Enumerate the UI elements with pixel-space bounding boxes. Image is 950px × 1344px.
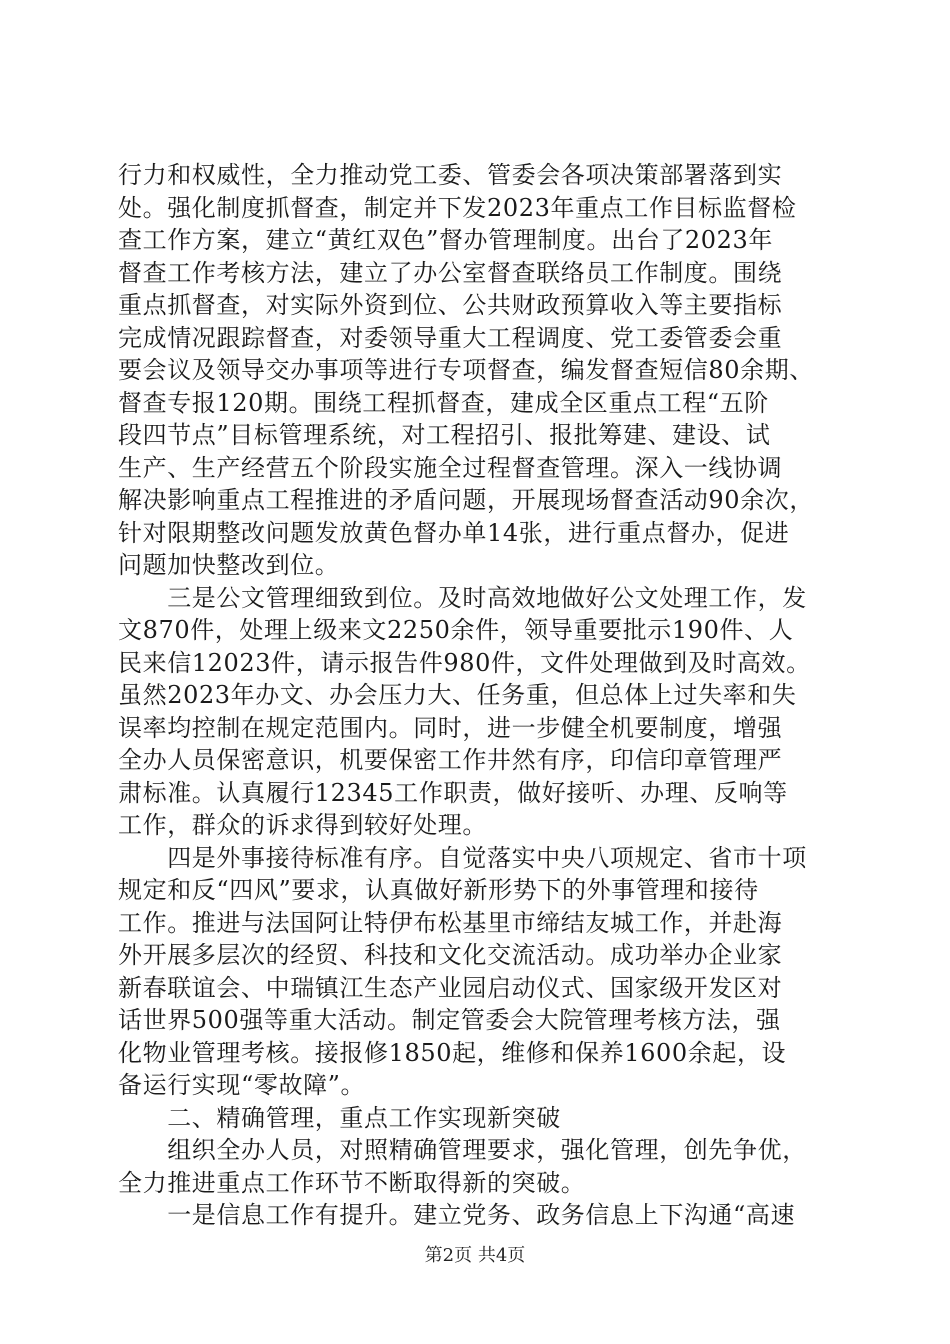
text-line: 民来信12023件，请示报告件980件，文件处理做到及时高效。 bbox=[118, 648, 811, 677]
text-line: 工作，群众的诉求得到较好处理。 bbox=[118, 811, 487, 839]
text-line: 新春联谊会、中瑞镇江生态产业园启动仪式、国家级开发区对 bbox=[118, 973, 783, 1002]
text-line: 全力推进重点工作环节不断取得新的突破。 bbox=[118, 1168, 586, 1197]
text-line: 督查工作考核方法，建立了办公室督查联络员工作制度。围绕 bbox=[118, 258, 783, 287]
text-line: 话世界500强等重大活动。制定管委会大院管理考核方法，强 bbox=[118, 1006, 781, 1034]
text-line: 工作。推进与法国阿让特伊布松基里市缔结友城工作，并赴海 bbox=[118, 908, 783, 937]
section-heading: 二、精确管理，重点工作实现新突破 bbox=[118, 1103, 561, 1132]
text-line: 误率均控制在规定范围内。同时，进一步健全机要制度，增强 bbox=[118, 713, 783, 742]
text-line: 段四节点”目标管理系统，对工程招引、报批筹建、建设、试 bbox=[118, 421, 771, 449]
text-line: 四是外事接待标准有序。自觉落实中央八项规定、省市十项 bbox=[118, 843, 807, 872]
text-line: 问题加快整改到位。 bbox=[118, 551, 340, 579]
text-line: 外开展多层次的经贸、科技和文化交流活动。成功举办企业家 bbox=[118, 941, 783, 969]
text-line: 生产、生产经营五个阶段实施全过程督查管理。深入一线协调 bbox=[118, 453, 783, 482]
text-line: 组织全办人员，对照精确管理要求，强化管理，创先争优， bbox=[118, 1136, 807, 1164]
text-line: 完成情况跟踪督查，对委领导重大工程调度、党工委管委会重 bbox=[118, 323, 783, 352]
text-line: 要会议及领导交办事项等进行专项督查，编发督查短信80余期、 bbox=[118, 356, 814, 384]
text-line: 备运行实现“零故障”。 bbox=[118, 1071, 366, 1099]
text-line: 针对限期整改问题发放黄色督办单14张，进行重点督办，促进 bbox=[118, 518, 790, 547]
text-line: 解决影响重点工程推进的矛盾问题，开展现场督查活动90余次， bbox=[118, 486, 814, 514]
text-line: 处。强化制度抓督查，制定并下发2023年重点工作目标监督检 bbox=[118, 193, 797, 222]
text-line: 规定和反“四风”要求，认真做好新形势下的外事管理和接待 bbox=[118, 876, 759, 904]
text-line: 肃标准。认真履行12345工作职责，做好接听、办理、反响等 bbox=[118, 778, 788, 807]
text-line: 行力和权威性，全力推动党工委、管委会各项决策部署落到实 bbox=[118, 161, 783, 189]
text-line: 查工作方案，建立“黄红双色”督办管理制度。出台了2023年 bbox=[118, 226, 774, 254]
text-line: 重点抓督查，对实际外资到位、公共财政预算收入等主要指标 bbox=[118, 291, 783, 319]
text-line: 文870件，处理上级来文2250余件，领导重要批示190件、人 bbox=[118, 616, 794, 644]
page-footer: 第2页 共4页 bbox=[424, 1245, 526, 1266]
text-line: 化物业管理考核。接报修1850起，维修和保养1600余起，设 bbox=[118, 1038, 787, 1067]
text-line: 全办人员保密意识，机要保密工作井然有序，印信印章管理严 bbox=[118, 746, 783, 774]
text-line: 一是信息工作有提升。建立党务、政务信息上下沟通“高速 bbox=[118, 1201, 796, 1229]
text-line: 虽然2023年办文、办会压力大、任务重，但总体上过失率和失 bbox=[118, 681, 797, 709]
text-line: 三是公文管理细致到位。及时高效地做好公文处理工作，发 bbox=[118, 583, 807, 612]
text-line: 督查专报120期。围绕工程抓督查，建成全区重点工程“五阶 bbox=[118, 388, 769, 417]
